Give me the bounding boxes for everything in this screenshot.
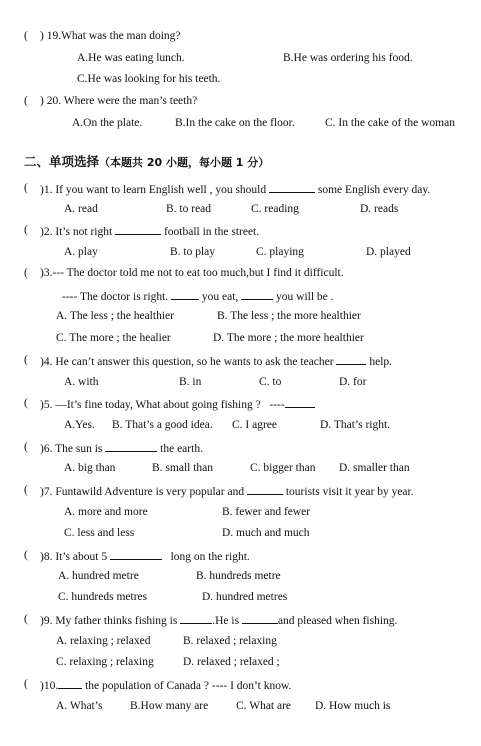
paren-7: ( bbox=[24, 484, 28, 496]
option-9-d: D. relaxed ; relaxed ; bbox=[183, 656, 280, 668]
option-2-b: B. to play bbox=[170, 246, 216, 258]
section-note: （本题共 20 小题，每小题 1 分） bbox=[99, 156, 270, 169]
answer-blank bbox=[110, 548, 162, 560]
option-3-c: C. The more ; the healier bbox=[56, 332, 171, 344]
paren-6: ( bbox=[24, 441, 28, 453]
option-6-c: C. bigger than bbox=[250, 462, 316, 474]
paren-8: ( bbox=[24, 549, 28, 561]
option-9-a: A. relaxing ; relaxed bbox=[56, 635, 151, 647]
answer-blank bbox=[105, 440, 157, 452]
paren-10: ( bbox=[24, 678, 28, 690]
option-5-b: B. That’s a good idea. bbox=[112, 419, 213, 431]
option-9-b: B. relaxed ; relaxing bbox=[183, 635, 277, 647]
option-8-d: D. hundred metres bbox=[202, 591, 288, 603]
answer-blank bbox=[115, 223, 161, 235]
question-4-stem: )4. He can’t answer this question, so he wants to ask the teacher help. bbox=[40, 353, 392, 369]
paren-9: ( bbox=[24, 613, 28, 625]
option-19-c: C.He was looking for his teeth. bbox=[77, 73, 221, 85]
option-4-d: D. for bbox=[339, 376, 367, 388]
section-title: 二、单项选择 bbox=[24, 154, 100, 169]
option-2-a: A. play bbox=[64, 246, 98, 258]
option-5-d: D. That’s right. bbox=[320, 419, 391, 431]
answer-blank bbox=[269, 181, 315, 193]
answer-blank bbox=[242, 612, 278, 624]
question-2-stem: )2. It’s not right football in the street. bbox=[40, 223, 259, 239]
question-1-stem: )1. If you want to learn English well , you should some English every day. bbox=[40, 181, 430, 197]
option-3-a: A. The less ; the healthier bbox=[56, 310, 174, 322]
option-8-b: B. hundreds metre bbox=[196, 570, 281, 582]
option-4-a: A. with bbox=[64, 376, 99, 388]
option-1-a: A. read bbox=[64, 203, 98, 215]
option-5-c: C. I agree bbox=[232, 419, 278, 431]
option-6-d: D. smaller than bbox=[339, 462, 410, 474]
answer-blank bbox=[171, 288, 199, 300]
option-10-c: C. What are bbox=[236, 700, 292, 712]
option-19-b: B.He was ordering his food. bbox=[283, 52, 413, 64]
option-10-d: D. How much is bbox=[315, 700, 391, 712]
option-7-a: A. more and more bbox=[64, 506, 148, 518]
option-2-d: D. played bbox=[366, 246, 411, 258]
answer-blank bbox=[247, 483, 283, 495]
question-9-stem: )9. My father thinks fishing is .He is and pleased when fishing. bbox=[40, 612, 397, 628]
option-20-c: C. In the cake of the woman bbox=[325, 117, 455, 129]
answer-blank bbox=[285, 396, 315, 408]
option-7-d: D. much and much bbox=[222, 527, 310, 539]
option-7-c: C. less and less bbox=[64, 527, 135, 539]
paren-20: ( bbox=[24, 95, 28, 107]
answer-blank bbox=[180, 612, 212, 624]
question-8-stem: )8. It’s about 5 long on the right. bbox=[40, 548, 250, 564]
answer-blank bbox=[336, 353, 366, 365]
option-20-a: A.On the plate. bbox=[72, 117, 143, 129]
option-6-a: A. big than bbox=[64, 462, 116, 474]
question-6-stem: )6. The sun is the earth. bbox=[40, 440, 203, 456]
question-5-stem: )5. —It’s fine today, What about going fishing ? ---- bbox=[40, 396, 315, 412]
question-3-reply: ---- The doctor is right. you eat, you will be . bbox=[62, 288, 334, 304]
option-4-b: B. in bbox=[179, 376, 202, 388]
paren-19: ( bbox=[24, 30, 28, 42]
option-1-c: C. reading bbox=[251, 203, 299, 215]
option-5-a: A.Yes. bbox=[64, 419, 95, 431]
option-6-b: B. small than bbox=[152, 462, 214, 474]
answer-blank bbox=[58, 677, 82, 689]
question-20-stem: ) 20. Where were the man’s teeth? bbox=[40, 95, 198, 107]
question-19-stem: ) 19.What was the man doing? bbox=[40, 30, 181, 42]
paren-4: ( bbox=[24, 354, 28, 366]
option-9-c: C. relaxing ; relaxing bbox=[56, 656, 154, 668]
option-2-c: C. playing bbox=[256, 246, 304, 258]
option-8-a: A. hundred metre bbox=[58, 570, 139, 582]
paren-3: ( bbox=[24, 267, 28, 279]
option-1-d: D. reads bbox=[360, 203, 399, 215]
option-4-c: C. to bbox=[259, 376, 282, 388]
option-20-b: B.In the cake on the floor. bbox=[175, 117, 295, 129]
paren-2: ( bbox=[24, 224, 28, 236]
option-7-b: B. fewer and fewer bbox=[222, 506, 311, 518]
section-heading bbox=[24, 155, 269, 170]
option-1-b: B. to read bbox=[166, 203, 212, 215]
option-10-b: B.How many are bbox=[130, 700, 209, 712]
question-7-stem: )7. Funtawild Adventure is very popular and tourists visit it year by year. bbox=[40, 483, 414, 499]
answer-blank bbox=[241, 288, 273, 300]
paren-5: ( bbox=[24, 397, 28, 409]
paren-1: ( bbox=[24, 182, 28, 194]
question-10-stem: )10. the population of Canada ? ---- I don’t know. bbox=[40, 677, 291, 693]
option-19-a: A.He was eating lunch. bbox=[77, 52, 185, 64]
option-10-a: A. What’s bbox=[56, 700, 103, 712]
option-3-d: D. The more ; the more healthier bbox=[213, 332, 364, 344]
question-3-stem: )3.--- The doctor told me not to eat too much,but I find it difficult. bbox=[40, 267, 344, 279]
option-3-b: B. The less ; the more healthier bbox=[217, 310, 361, 322]
option-8-c: C. hundreds metres bbox=[58, 591, 148, 603]
